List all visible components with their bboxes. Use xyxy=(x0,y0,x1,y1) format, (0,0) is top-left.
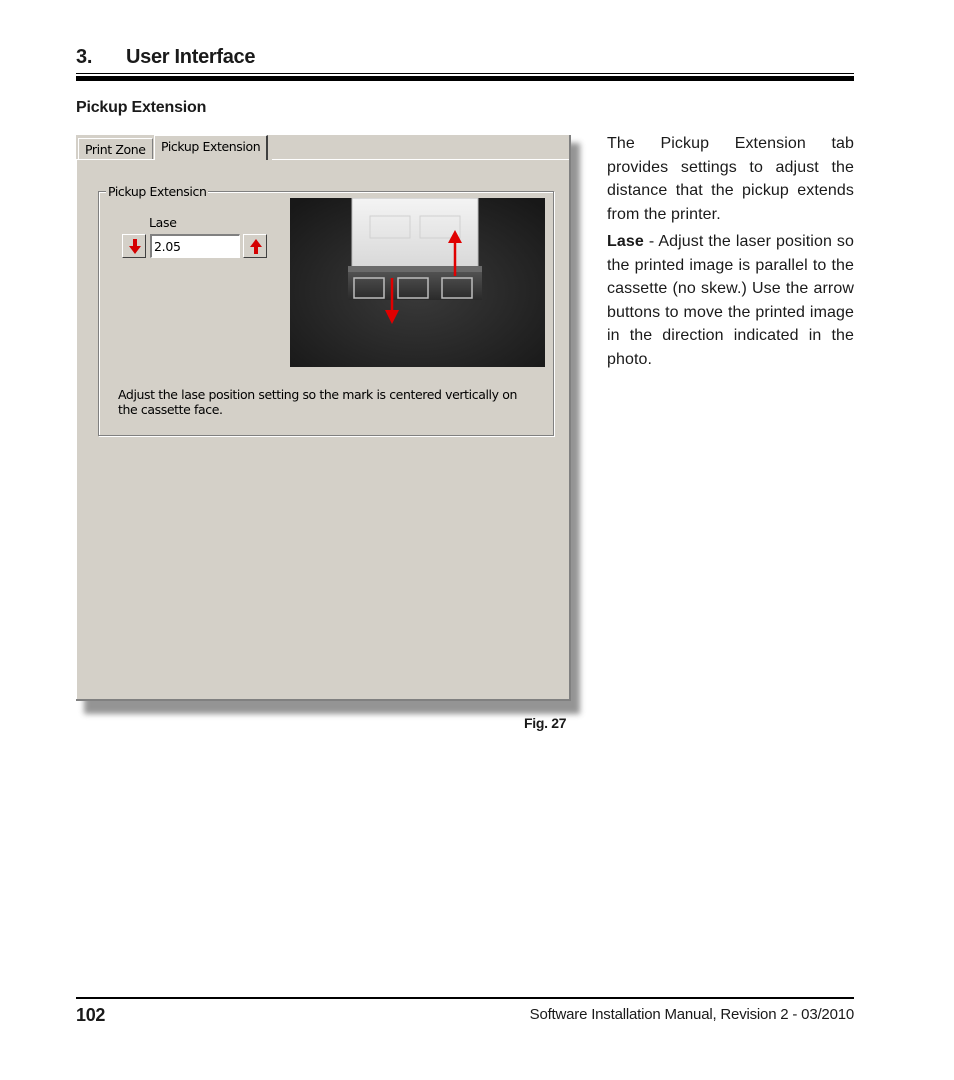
subheading: Pickup Extension xyxy=(76,99,207,116)
figure-caption: Fig. 27 xyxy=(524,715,567,731)
arrow-down-icon xyxy=(129,239,141,255)
section-number: 3. xyxy=(76,46,93,68)
lase-description xyxy=(607,230,854,371)
group-title: Pickup Extensicn xyxy=(108,184,207,199)
section-title: User Interface xyxy=(126,46,256,68)
section-heading xyxy=(76,46,854,72)
lase-decrease-button[interactable] xyxy=(122,234,146,258)
tab-divider xyxy=(76,159,154,160)
tab-print-zone[interactable]: Print Zone xyxy=(78,138,153,160)
tab-divider xyxy=(272,159,569,160)
panel-edge xyxy=(76,160,77,699)
page-number: 102 xyxy=(76,1005,106,1025)
header-rule-thick xyxy=(76,76,854,81)
lase-value-input[interactable] xyxy=(150,234,240,258)
cassette-photo xyxy=(290,198,545,367)
lase-increase-button[interactable] xyxy=(243,234,267,258)
description-paragraph: The Pickup Extension tab provides settings to adjust the distance that the pickup extends from the printer. xyxy=(607,135,854,223)
arrow-up-icon xyxy=(250,239,262,255)
footer-rule xyxy=(76,997,854,999)
lase-description-text: - Adjust the laser position so the printed image is parallel to the cassette (no skew.) Use the arrow buttons to move the printed image in the direction indicated in the photo. xyxy=(607,233,854,368)
tab-strip xyxy=(76,135,569,160)
lase-term: Lase xyxy=(607,233,644,250)
help-text: Adjust the lase position setting so the mark is centered vertically on the cassette face. xyxy=(118,387,517,417)
settings-window xyxy=(76,135,571,701)
tab-pickup-extension[interactable]: Pickup Extension xyxy=(154,135,268,160)
description-text xyxy=(607,132,854,375)
document-title: Software Installation Manual, Revision 2 - 03/2010 xyxy=(529,1006,854,1023)
header-rule-thin xyxy=(76,73,854,74)
lase-label: Lase xyxy=(149,215,177,230)
